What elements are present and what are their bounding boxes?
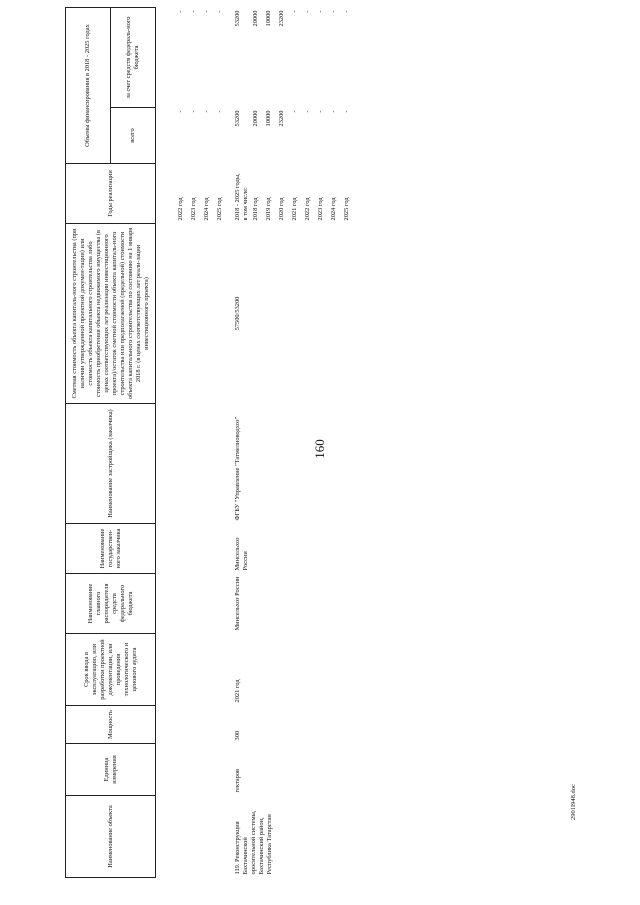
header-developer: Наименование застройщика (заказчика) <box>66 404 156 524</box>
item-number: 119. <box>234 863 241 875</box>
page-number: 160 <box>312 439 327 459</box>
header-years: Годы реализации <box>66 164 156 224</box>
item-in-that: в том числе: <box>242 187 249 221</box>
federal-cell: 10000 <box>265 10 272 27</box>
total-cell: - <box>343 110 350 113</box>
header-total: всего <box>111 108 156 164</box>
item-federal-sum: 53200 <box>234 10 241 27</box>
federal-cell: - <box>330 10 337 13</box>
header-deadline: Срок ввода в эксплуатацию, или разработки проектной документации, или проведения технологического и ценового аудита <box>66 634 156 706</box>
table-row <box>176 7 189 877</box>
item-customer: Минсельхоз России <box>234 537 249 571</box>
federal-cell: 23200 <box>278 10 285 27</box>
federal-cell: - <box>317 10 324 13</box>
year-cell: 2022 год <box>304 197 311 221</box>
header-unit: Единица измерения <box>66 744 156 796</box>
item-unit: гектаров <box>234 768 241 793</box>
federal-cell: - <box>190 10 197 13</box>
item-years-total: 2018 - 2025 годы, <box>234 173 241 221</box>
year-cell: 2023 год <box>190 197 197 221</box>
item-name: Реконструкция Бахтачинской оросительной системы, Бахтачинский район, Республика Татарстан <box>234 810 273 875</box>
header-funding: Объемы финансирования в 2018 - 2025 годах <box>66 7 111 163</box>
total-cell: - <box>291 110 298 113</box>
item-deadline: 2021 год <box>234 679 241 703</box>
header-name: Наименование объекта <box>66 796 156 878</box>
year-cell: 2022 год <box>177 197 184 221</box>
federal-cell: - <box>203 10 210 13</box>
item-cost: 57500/53200 <box>234 296 241 331</box>
federal-cell: - <box>304 10 311 13</box>
table-row <box>215 7 228 877</box>
header-customer: Наименование государствен-ного заказчика <box>66 524 156 574</box>
header-federal: за счет средств федераль-ного бюджета <box>111 7 156 107</box>
total-cell: - <box>203 110 210 113</box>
year-cell: 2024 год <box>203 197 210 221</box>
header-capacity: Мощность <box>66 706 156 744</box>
header-divider <box>156 7 177 877</box>
year-cell: 2019 год <box>265 197 272 221</box>
item-developer: ФГБУ "Управление "Татмелиоводхоз" <box>234 416 241 521</box>
total-cell: - <box>330 110 337 113</box>
year-cell: 2024 год <box>330 197 337 221</box>
table-row-item-119 <box>228 7 251 877</box>
item-main-manager: Минсельхоз России <box>234 576 241 631</box>
table-row <box>189 7 202 877</box>
total-cell: 20000 <box>252 110 259 127</box>
item-total-sum: 53200 <box>234 110 241 127</box>
year-cell: 2020 год <box>278 197 285 221</box>
year-cell: 2023 год <box>317 197 324 221</box>
total-cell: 23200 <box>278 110 285 127</box>
year-cell: 2025 год <box>216 197 223 221</box>
funding-table <box>65 7 355 878</box>
total-cell: - <box>304 110 311 113</box>
total-cell: - <box>177 110 184 113</box>
year-cell: 2025 год <box>343 197 350 221</box>
footer-filename: 2901I948.doc <box>570 784 577 820</box>
header-cost: Сметная стоимость объекта капиталь-ного строительства (при наличии утвержденной проектной докумен-тации) или стоимость объекта капитального строительства либо стоимость приобретения объекта недвижимого имущества (в ценах соответствующих лет реализации инвестиционного проекта)/остаток сметной стоимости объекта капиталь-ного строительства или предполагаемой (предельной) стоимости объекта капитального строительства по состоянию на 1 января 2018 г. (в ценах соответствующих лет реали-зации инвестиционного проекта) <box>66 224 156 404</box>
total-cell: - <box>317 110 324 113</box>
item-capacity: 300 <box>234 730 241 741</box>
table-row <box>202 7 215 877</box>
total-cell: - <box>216 110 223 113</box>
federal-cell: - <box>216 10 223 13</box>
total-cell: - <box>190 110 197 113</box>
federal-cell: 20000 <box>252 10 259 27</box>
year-cell: 2021 год <box>291 197 298 221</box>
federal-cell: - <box>291 10 298 13</box>
total-cell: 10000 <box>265 110 272 127</box>
federal-cell: - <box>343 10 350 13</box>
header-main-manager: Наименование главного распорядителя средств федерального бюджета <box>66 574 156 634</box>
federal-cell: - <box>177 10 184 13</box>
year-cell: 2018 год <box>252 197 259 221</box>
